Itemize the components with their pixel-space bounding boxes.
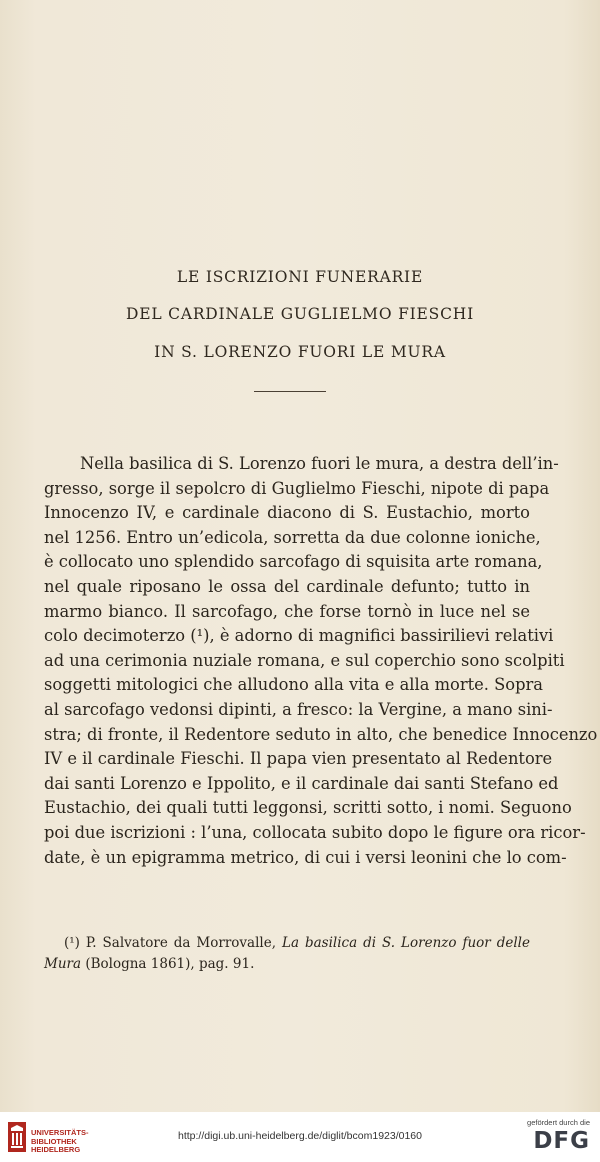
footnote-work-title-end: Mura (44, 956, 82, 972)
title-line-3: IN S. LORENZO FUORI LE MURA (154, 343, 446, 361)
body-line: nel quale riposano le ossa del cardinale defunto; tutto in (44, 576, 530, 596)
body-line: nel 1256. Entro un’edicola, sorretta da due colonne ioniche, (44, 527, 541, 547)
title-divider (254, 391, 326, 392)
body-line: è collocato uno splendido sarcofago di squisita arte romana, (44, 552, 543, 572)
body-line: Eustachio, dei quali tutti leggonsi, scritti sotto, i nomi. Seguono (44, 798, 572, 818)
body-line: Innocenzo IV, e cardinale diacono di S. Eustachio, morto (44, 503, 530, 523)
footnote-mark: (¹) (64, 935, 80, 951)
title-line-2: DEL CARDINALE GUGLIELMO FIESCHI (126, 305, 474, 323)
body-line: ad una cerimonia nuziale romana, e sul coperchio sono scolpiti (44, 650, 565, 670)
footnote-publication: (Bologna 1861), pag. 91. (85, 956, 255, 972)
body-line: marmo bianco. Il sarcofago, che forse tornò in luce nel se (44, 601, 530, 621)
library-name-line-2: BIBLIOTHEK (31, 1136, 77, 1146)
body-line: gresso, sorge il sepolcro di Guglielmo Fieschi, nipote di papa (44, 478, 550, 498)
footnote-author: P. Salvatore da Morrovalle, (85, 935, 277, 951)
body-line: IV e il cardinale Fieschi. Il papa vien presentato al Redentore (44, 749, 553, 769)
body-line: colo decimoterzo (¹), è adorno di magnifici bassirilievi relativi (44, 626, 554, 646)
body-line: poi due iscrizioni : l’una, collocata subito dopo le figure ora ricor- (44, 822, 586, 842)
permalink-url[interactable]: http://digi.ub.uni-heidelberg.de/diglit/bcom1923/0160 (177, 1130, 422, 1142)
body-line: soggetti mitologici che alludono alla vita e alla morte. Sopra (44, 675, 544, 695)
title-line-1: LE ISCRIZIONI FUNERARIE (176, 268, 424, 286)
footnote (44, 933, 530, 975)
library-name-line-1: UNIVERSITÄTS- (31, 1128, 89, 1137)
funded-by-label: gefördert durch die (527, 1118, 590, 1127)
dfg-logo: DFG (533, 1128, 590, 1154)
body-line: stra; di fronte, il Redentore seduto in alto, che benedice Innocenzo (44, 724, 598, 744)
body-paragraph (44, 452, 598, 870)
footnote-work-title: La basilica di S. Lorenzo fuor delle (281, 935, 530, 951)
body-line: date, è un epigramma metrico, di cui i versi leonini che lo com- (44, 847, 567, 867)
viewer-footer (0, 1112, 600, 1162)
footnote-line-2 (44, 954, 530, 975)
library-name-line-3: HEIDELBERG (31, 1145, 81, 1154)
body-line: al sarcofago vedonsi dipinti, a fresco: la Vergine, a mano sini- (44, 699, 553, 719)
body-line: Nella basilica di S. Lorenzo fuori le mura, a destra dell’in- (80, 454, 559, 473)
footnote-line-1 (44, 933, 530, 954)
body-line: dai santi Lorenzo e Ippolito, e il cardinale dai santi Stefano ed (44, 773, 559, 793)
